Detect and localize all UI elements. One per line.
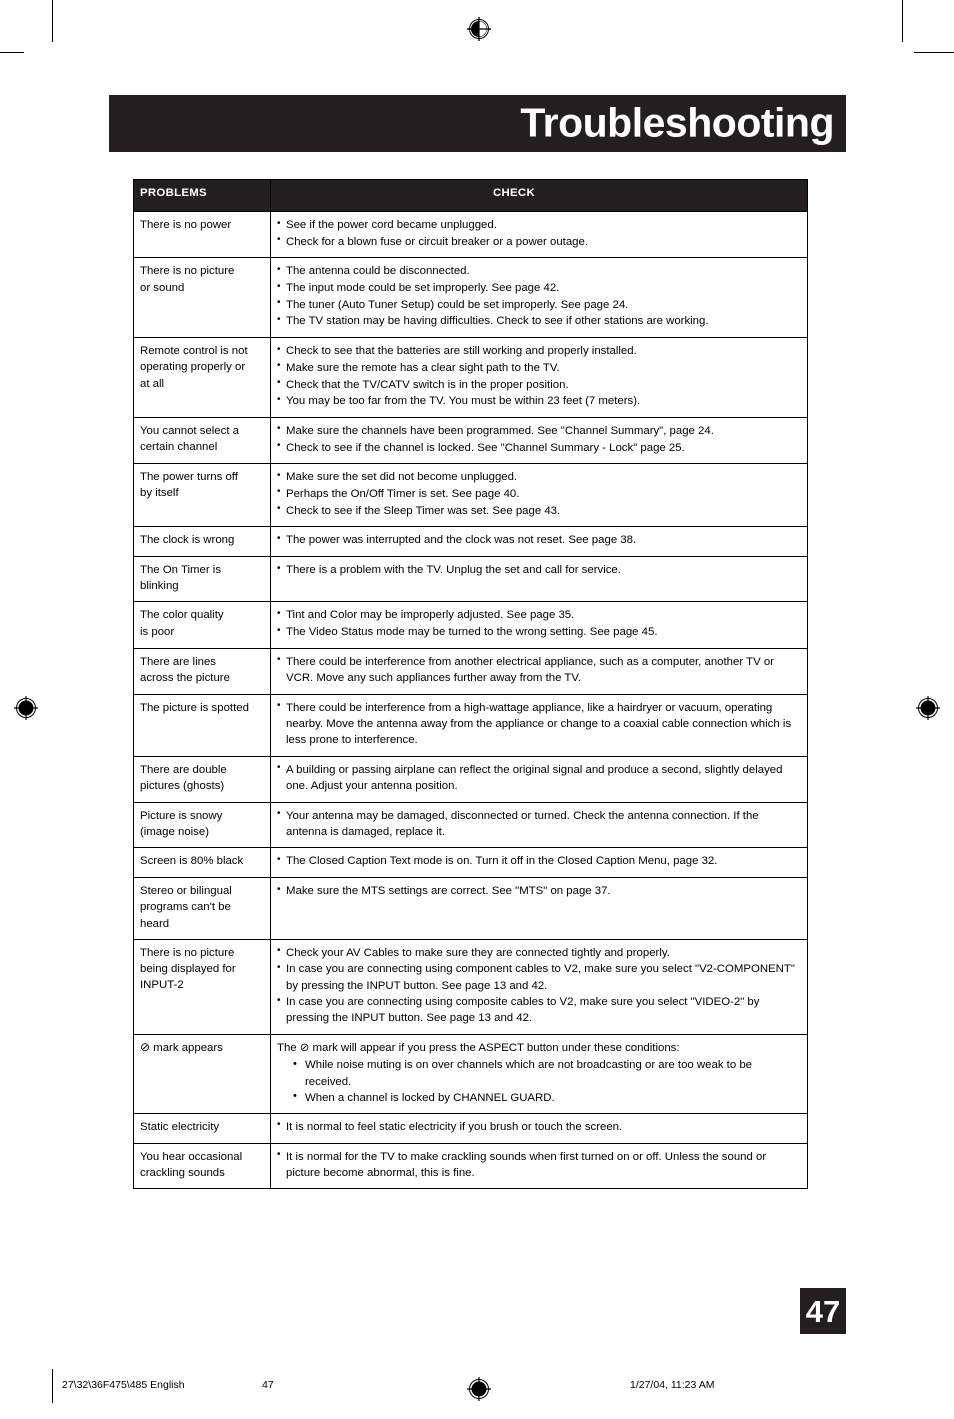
problem-cell	[134, 802, 271, 848]
problem-label: You hear occasional	[140, 1150, 243, 1163]
check-bullet-item: • The Video Status mode may be turned to the wrong setting. See page 45.	[277, 624, 801, 640]
registration-mark-right	[915, 695, 941, 721]
table-row	[134, 694, 808, 756]
table-row	[134, 338, 808, 418]
table-row	[134, 417, 808, 463]
check-bullet-item: • There could be interference from another electrical appliance, such as a computer, another TV or VCR. Move any such appliances further away from the TV.	[277, 654, 801, 686]
problem-label: programs can't be	[140, 901, 231, 914]
table-row	[134, 527, 808, 557]
problem-label: across the picture	[140, 671, 230, 684]
check-bullet-list	[277, 700, 801, 749]
problem-cell	[134, 1035, 271, 1114]
problem-label: There is no picture	[140, 265, 235, 278]
table-body	[134, 212, 808, 1189]
check-bullet-item: • Perhaps the On/Off Timer is set. See page 40.	[277, 486, 801, 502]
check-cell	[271, 464, 808, 527]
crop-mark-top-right-horizontal	[914, 52, 954, 53]
problem-cell	[134, 557, 271, 602]
problem-label: operating properly or	[140, 361, 246, 374]
column-header-problems: PROBLEMS	[134, 180, 271, 212]
check-bullet-item: • It is normal to feel static electricity if you brush or touch the screen.	[277, 1119, 801, 1135]
footer-timestamp: 1/27/04, 11:23 AM	[630, 1379, 715, 1391]
problem-cell	[134, 258, 271, 338]
check-cell	[271, 1143, 808, 1189]
problem-cell	[134, 464, 271, 527]
table-row	[134, 557, 808, 602]
problem-label: The clock is wrong	[140, 534, 235, 547]
check-bullet-item: • Check to see if the channel is locked. See "Channel Summary - Lock" page 25.	[277, 440, 801, 456]
check-sub-bullet-item: • While noise muting is on over channels which are not broadcasting or are too weak to be received.	[293, 1057, 801, 1089]
check-cell	[271, 417, 808, 463]
check-bullet-item: • Make sure the set did not become unplugged.	[277, 469, 801, 485]
problem-label: being displayed for	[140, 962, 236, 975]
problem-label: by itself	[140, 487, 179, 500]
check-bullet-item: • Check that the TV/CATV switch is in the proper position.	[277, 377, 801, 393]
check-bullet-item: • The TV station may be having difficulties. Check to see if other stations are working.	[277, 313, 801, 329]
problem-label: Static electricity	[140, 1120, 220, 1133]
problem-label: There is no picture	[140, 946, 235, 959]
table-row	[134, 848, 808, 878]
table-row	[134, 648, 808, 694]
check-cell	[271, 756, 808, 802]
check-bullet-item: • The Closed Caption Text mode is on. Turn it off in the Closed Caption Menu, page 32.	[277, 853, 801, 869]
check-bullet-item: • Make sure the channels have been programmed. See "Channel Summary", page 24.	[277, 423, 801, 439]
troubleshooting-table-wrapper	[133, 179, 807, 1189]
column-header-check: CHECK	[271, 180, 808, 212]
check-cell	[271, 648, 808, 694]
problem-label: certain channel	[140, 441, 218, 454]
problem-cell	[134, 602, 271, 648]
check-bullet-list	[277, 469, 801, 519]
crop-mark-top-right-vertical	[902, 0, 903, 42]
problem-label: blinking	[140, 580, 179, 593]
check-bullet-list	[277, 853, 801, 869]
problem-cell	[134, 338, 271, 418]
problem-label: The color quality	[140, 609, 224, 622]
check-bullet-item: • In case you are connecting using component cables to V2, make sure you select "V2-COMPONENT" by pressing the INPUT button. See page 13 and 42.	[277, 961, 801, 993]
registration-mark-top	[466, 16, 492, 42]
table-row	[134, 1113, 808, 1143]
no-entry-icon: ⊘	[140, 1040, 151, 1055]
problem-label: There is no power	[140, 219, 232, 231]
table-row	[134, 939, 808, 1034]
footer-page-number: 47	[262, 1379, 274, 1391]
problem-label: There are double	[140, 763, 227, 776]
crop-mark-top-left-vertical	[52, 0, 53, 42]
problem-label: There are lines	[140, 655, 216, 668]
problem-cell	[134, 527, 271, 557]
problem-cell	[134, 1113, 271, 1143]
page-number-badge: 47	[800, 1288, 846, 1334]
problem-cell	[134, 417, 271, 463]
check-cell	[271, 694, 808, 756]
check-sub-bullet-item: • When a channel is locked by CHANNEL GUARD.	[293, 1090, 801, 1106]
check-bullet-item: • You may be too far from the TV. You must be within 23 feet (7 meters).	[277, 393, 801, 409]
check-bullet-list	[277, 1119, 801, 1135]
check-bullet-list	[277, 423, 801, 456]
table-row	[134, 1143, 808, 1189]
check-bullet-item: • See if the power cord became unplugged.	[277, 217, 801, 233]
check-bullet-item: • Make sure the remote has a clear sight path to the TV.	[277, 360, 801, 376]
problem-label: at all	[140, 377, 165, 390]
check-bullet-list	[277, 607, 801, 640]
check-intro-text: The ⊘ mark will appear if you press the ASPECT button under these conditions:	[277, 1042, 680, 1055]
problem-label: mark appears	[150, 1042, 223, 1055]
problem-cell	[134, 1143, 271, 1189]
problem-label: (image noise)	[140, 825, 210, 838]
check-bullet-item: • In case you are connecting using composite cables to V2, make sure you select "VIDEO-2" by pressing the INPUT button. See page 13 and 42.	[277, 994, 801, 1026]
check-cell	[271, 258, 808, 338]
check-bullet-list	[277, 562, 801, 578]
crop-mark-top-left-horizontal	[0, 52, 24, 53]
check-cell	[271, 848, 808, 878]
check-cell	[271, 939, 808, 1034]
problem-cell	[134, 212, 271, 258]
check-bullet-list	[277, 343, 801, 409]
table-row	[134, 258, 808, 338]
registration-mark-left	[13, 695, 39, 721]
check-cell	[271, 878, 808, 940]
problem-label: is poor	[140, 625, 175, 638]
check-bullet-item: • Check to see if the Sleep Timer was set. See page 43.	[277, 503, 801, 519]
problem-cell	[134, 878, 271, 940]
check-bullet-item: • Check for a blown fuse or circuit breaker or a power outage.	[277, 234, 801, 250]
check-cell	[271, 602, 808, 648]
problem-label: You cannot select a	[140, 424, 240, 437]
problem-cell	[134, 694, 271, 756]
table-row	[134, 1035, 808, 1114]
check-bullet-item: • It is normal for the TV to make crackling sounds when first turned on or off. Unless the sound or picture become abnormal, this is fine.	[277, 1149, 801, 1181]
table-row	[134, 602, 808, 648]
footer-file-label: 27\32\36F475\485 English	[62, 1379, 185, 1391]
problem-label: pictures (ghosts)	[140, 779, 225, 792]
check-bullet-list	[277, 532, 801, 548]
check-bullet-item: • The tuner (Auto Tuner Setup) could be set improperly. See page 24.	[277, 297, 801, 313]
problem-label: Picture is snowy	[140, 809, 223, 822]
check-bullet-item: • A building or passing airplane can reflect the original signal and produce a second, slightly delayed one. Adjust your antenna position.	[277, 762, 801, 794]
problem-label: The On Timer is	[140, 564, 222, 576]
problem-label: The picture is spotted	[140, 701, 249, 714]
check-cell	[271, 802, 808, 848]
troubleshooting-table	[133, 179, 808, 1189]
check-bullet-item: • Make sure the MTS settings are correct. See "MTS" on page 37.	[277, 883, 801, 899]
page-title-banner	[109, 95, 846, 152]
table-row	[134, 756, 808, 802]
page-footer	[0, 1379, 954, 1399]
check-bullet-item: • The power was interrupted and the clock was not reset. See page 38.	[277, 532, 801, 548]
problem-cell	[134, 939, 271, 1034]
check-bullet-list	[277, 654, 801, 686]
check-bullet-list	[277, 1149, 801, 1181]
check-bullet-item: • The antenna could be disconnected.	[277, 263, 801, 279]
check-bullet-item: • Tint and Color may be improperly adjusted. See page 35.	[277, 607, 801, 623]
problem-label: or sound	[140, 281, 185, 294]
check-cell	[271, 1113, 808, 1143]
check-bullet-item: • Check your AV Cables to make sure they are connected tightly and properly.	[277, 945, 801, 961]
check-bullet-list	[277, 808, 801, 840]
check-sub-bullet-list	[277, 1057, 801, 1106]
problem-label: Remote control is not	[140, 345, 248, 358]
check-cell	[271, 557, 808, 602]
problem-label: The power turns off	[140, 471, 238, 484]
check-bullet-list	[277, 263, 801, 329]
check-cell	[271, 527, 808, 557]
table-row	[134, 212, 808, 258]
page-title: Troubleshooting	[520, 99, 834, 146]
problem-label: heard	[140, 917, 170, 930]
problem-cell	[134, 848, 271, 878]
table-row	[134, 802, 808, 848]
problem-label: crackling sounds	[140, 1166, 225, 1179]
check-bullet-list	[277, 945, 801, 1027]
check-bullet-item: • Your antenna may be damaged, disconnected or turned. Check the antenna connection. If the antenna is damaged, replace it.	[277, 808, 801, 840]
check-bullet-item: • The input mode could be set improperly. See page 42.	[277, 280, 801, 296]
problem-cell	[134, 648, 271, 694]
check-bullet-item: • There could be interference from a high-wattage appliance, like a hairdryer or vacuum, operating nearby. Move the antenna away from the appliance or change to a coaxial cable connection which is less prone to interference.	[277, 700, 801, 749]
problem-cell	[134, 756, 271, 802]
check-bullet-list	[277, 883, 801, 899]
check-cell	[271, 212, 808, 258]
check-cell	[271, 338, 808, 418]
table-header-row	[134, 180, 808, 212]
table-row	[134, 464, 808, 527]
check-bullet-item: • Check to see that the batteries are still working and properly installed.	[277, 343, 801, 359]
problem-label: INPUT-2	[140, 979, 184, 992]
check-bullet-list	[277, 217, 801, 250]
check-bullet-item: • There is a problem with the TV. Unplug the set and call for service.	[277, 562, 801, 578]
problem-label: Stereo or bilingual	[140, 885, 232, 898]
table-row	[134, 878, 808, 940]
check-cell	[271, 1035, 808, 1114]
check-bullet-list	[277, 762, 801, 794]
problem-label: Screen is 80% black	[140, 855, 244, 868]
